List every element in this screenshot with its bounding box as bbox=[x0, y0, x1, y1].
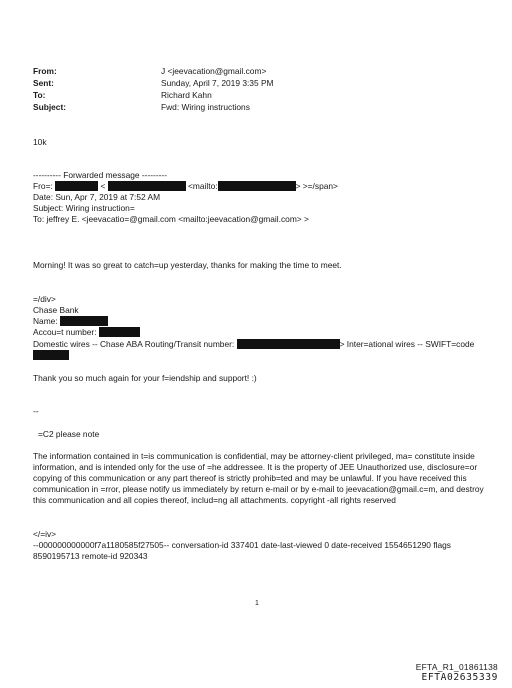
fwd-subject: Subject: Wiring instruction= bbox=[33, 203, 135, 213]
fwd-from-mailto: <mailto: bbox=[188, 181, 218, 191]
fwd-from-prefix: Fro=: bbox=[33, 181, 53, 191]
dashes-text: -- bbox=[33, 406, 39, 416]
account-line bbox=[33, 327, 140, 338]
div-close-text: =/div> bbox=[33, 294, 56, 304]
sent-value: Sunday, April 7, 2019 3:35 PM bbox=[161, 78, 274, 88]
forwarded-from-line bbox=[33, 181, 338, 192]
amount-text: 10k bbox=[33, 137, 47, 147]
fwd-from-end: > >=/span> bbox=[295, 181, 338, 191]
redaction-box bbox=[55, 181, 98, 191]
from-label: From: bbox=[33, 66, 57, 76]
fwd-to: To: jeffrey E. <jeevacatio=@gmail.com <mailto:jeevacation@gmail.com> > bbox=[33, 214, 309, 224]
name-label: Name: bbox=[33, 316, 58, 326]
redaction-box bbox=[99, 327, 140, 337]
page-number: 1 bbox=[255, 600, 259, 607]
thanks-text: Thank you so much again for your f=iendship and support! :) bbox=[33, 373, 257, 383]
subject-value: Fwd: Wiring instructions bbox=[161, 102, 250, 112]
fwd-from-lt: < bbox=[100, 181, 106, 191]
meta-line-1: --000000000000f7a1180585f27505-- conversation-id 337401 date-last-viewed 0 date-received 1554651290 flags bbox=[33, 540, 451, 550]
name-line bbox=[33, 316, 108, 327]
footer-id-1: EFTA_R1_01861138 bbox=[415, 662, 498, 672]
from-value: J <jeevacation@gmail.com> bbox=[161, 66, 267, 76]
fwd-date: Date: Sun, Apr 7, 2019 at 7:52 AM bbox=[33, 192, 161, 202]
forward-marker: ---------- Forwarded message --------- bbox=[33, 170, 167, 180]
domestic-label: Domestic wires -- Chase ABA Routing/Transit number: bbox=[33, 339, 235, 349]
redaction-box bbox=[237, 339, 340, 349]
footer-id-2: EFTA02635339 bbox=[421, 672, 498, 683]
redaction-box bbox=[33, 350, 69, 360]
swift-redaction-line bbox=[33, 350, 69, 361]
redaction-box bbox=[108, 181, 186, 191]
meta-line-2: 8590195713 remote-id 920343 bbox=[33, 551, 148, 561]
sent-label: Sent: bbox=[33, 78, 54, 88]
account-label: Accou=t number: bbox=[33, 327, 97, 337]
disclaimer-paragraph: The information contained in t=is communication is confidential, may be attorney-client privileged, ma= constitute inside information, and is intended only for the use of =he addressee. It is the property of JEE Unauthorized use, disclosure=or copying of this communication or any part thereof is strictly prohib=ted and may be unlawful. If you have received this communication in =rror, please notify us immediately by return e-mail or by e-mail to jeevacation@gmail.c=m, and destroy this communication and all copies thereof, includ=ng all attachments. copyright -all rights reserved bbox=[33, 451, 484, 505]
redaction-box bbox=[218, 181, 296, 191]
redaction-box bbox=[60, 316, 108, 326]
international-label: > Inter=ational wires -- SWIFT=code bbox=[339, 339, 475, 349]
subject-label: Subject: bbox=[33, 102, 67, 112]
note-text: =C2 please note bbox=[38, 429, 100, 439]
to-value: Richard Kahn bbox=[161, 90, 212, 100]
iv-close-text: </=iv> bbox=[33, 529, 57, 539]
bank-name: Chase Bank bbox=[33, 305, 79, 315]
to-label: To: bbox=[33, 90, 46, 100]
greeting-text: Morning! It was so great to catch=up yesterday, thanks for making the time to meet. bbox=[33, 260, 342, 270]
wires-line bbox=[33, 339, 474, 350]
